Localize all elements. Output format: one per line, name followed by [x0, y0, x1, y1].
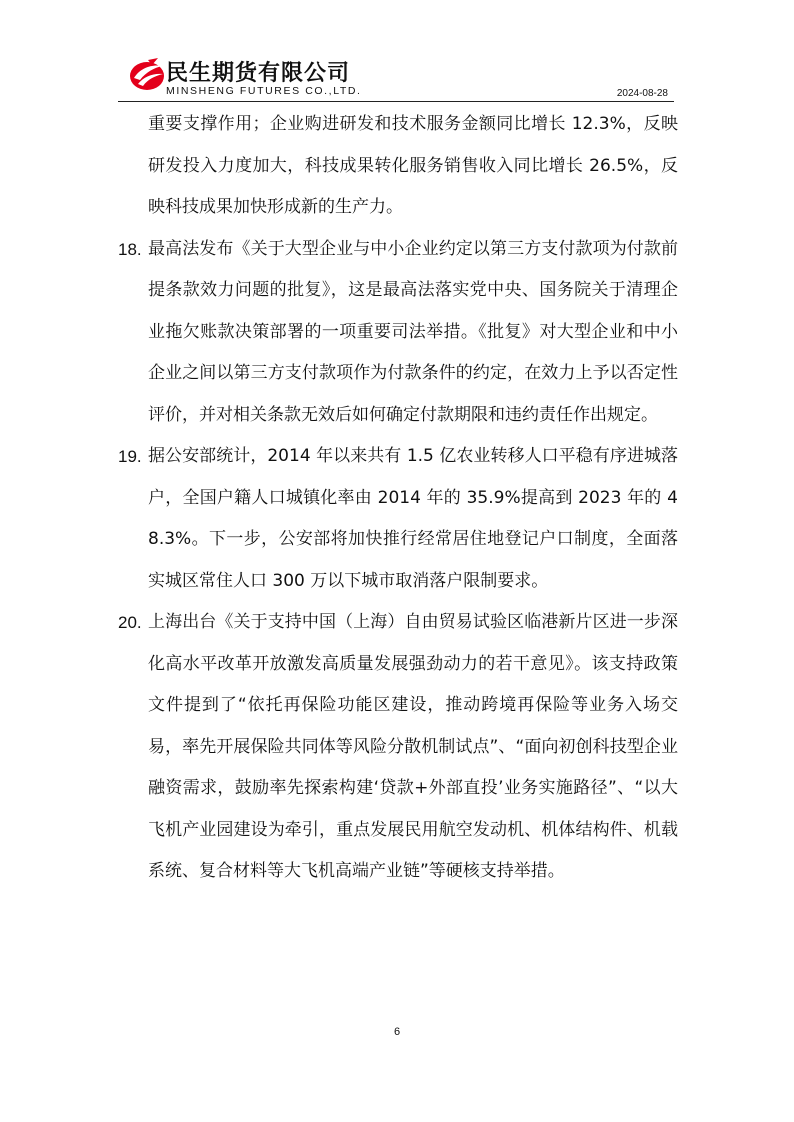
item-text: 上海出台《关于支持中国（上海）自由贸易试验区临港新片区进一步深化高水平改革开放激发高质量发展强劲动力的若干意见》。该支持政策文件提到了“依托再保险功能区建设，推动跨境再保险等业务入场交易，率先开展保险共同体等风险分散机制试点”、“面向初创科技型企业融资需求，鼓励率先探索构建‘贷款+外部直投’业务实施路径”、“以大飞机产业园建设为牵引，重点发展民用航空发动机、机体结构件、机载系统、复合材料等大飞机高端产业链”等硬核支持举措。: [148, 612, 678, 881]
document-body: [118, 104, 678, 893]
item-number: 20.: [118, 613, 142, 632]
item-text: 重要支撑作用；企业购进研发和技术服务金额同比增长 12.3%，反映研发投入力度加大，科技成果转化服务销售收入同比增长 26.5%，反映科技成果加快形成新的生产力。: [148, 114, 678, 217]
report-date: 2024-08-28: [616, 88, 668, 99]
page-number: 6: [393, 1026, 401, 1038]
page-header: [118, 52, 674, 102]
item-text: 最高法发布《关于大型企业与中小企业约定以第三方支付款项为付款前提条款效力问题的批复》，这是最高法落实党中央、国务院关于清理企业拖欠账款决策部署的一项重要司法举措。《批复》对大型企业和中小企业之间以第三方支付款项作为付款条件的约定，在效力上予以否定性评价，并对相关条款无效后如何确定付款期限和违约责任作出规定。: [148, 238, 678, 425]
list-item: [118, 436, 678, 602]
list-item: [118, 229, 678, 437]
list-item: [118, 104, 678, 229]
header-divider: [118, 101, 674, 102]
list-item: [118, 602, 678, 893]
item-number: 18.: [118, 239, 142, 259]
item-number: 19.: [118, 447, 142, 466]
company-name-en: MINSHENG FUTURES CO.,LTD.: [166, 85, 362, 97]
company-name-cn: 民生期货有限公司: [166, 61, 351, 86]
item-text: 据公安部统计，2014 年以来共有 1.5 亿农业转移人口平稳有序进城落户，全国户籍人口城镇化率由 2014 年的 35.9%提高到 2023 年的 48.3%。下一步，公安部将加快推行经常居住地登记户口制度，全面落实城区常住人口 300 万以下城市取消落户限制要求。: [148, 446, 678, 591]
minsheng-logo-icon: [128, 56, 166, 92]
